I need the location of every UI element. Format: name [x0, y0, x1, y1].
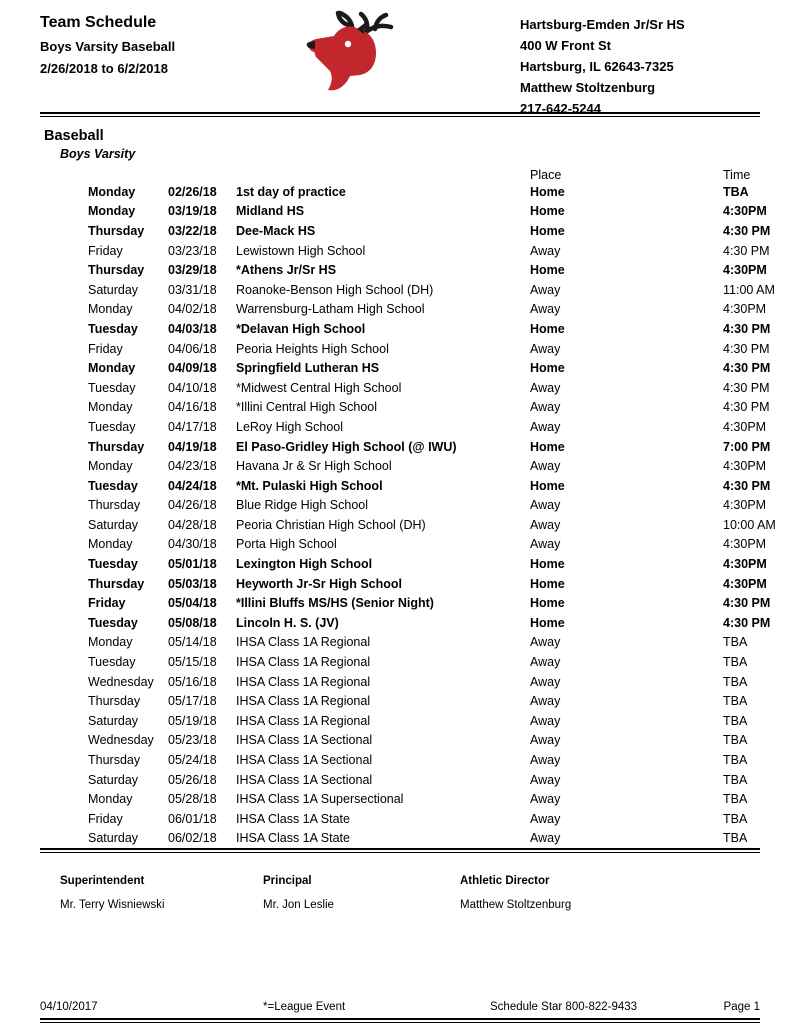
cell-opponent: Peoria Christian High School (DH) [236, 517, 426, 532]
schedule-row [88, 613, 771, 633]
cell-opponent: *Athens Jr/Sr HS [236, 263, 337, 278]
schedule-row [88, 652, 760, 672]
header-left [40, 14, 320, 83]
cell-day: Thursday [88, 576, 145, 591]
cell-day: Wednesday [88, 674, 154, 689]
cell-opponent: Roanoke-Benson High School (DH) [236, 282, 434, 297]
cell-opponent: IHSA Class 1A State [236, 811, 350, 826]
cell-time: 11:00 AM [723, 282, 775, 297]
cell-date: 04/17/18 [168, 419, 217, 434]
cell-opponent: IHSA Class 1A Sectional [236, 753, 373, 768]
cell-time: TBA [723, 635, 748, 650]
cell-day: Monday [88, 204, 136, 219]
sport-heading: Baseball [44, 128, 104, 144]
schedule-row [88, 280, 775, 300]
cell-time: TBA [723, 655, 748, 670]
cell-day: Monday [88, 792, 133, 807]
cell-date: 04/16/18 [168, 400, 217, 415]
cell-place: Home [530, 615, 565, 630]
cell-day: Saturday [88, 772, 139, 787]
cell-day: Tuesday [88, 380, 136, 395]
cell-time: 7:00 PM [723, 439, 771, 454]
cell-place: Away [530, 655, 561, 670]
cell-time: 4:30 PM [723, 361, 771, 376]
cell-opponent: Havana Jr & Sr High School [236, 459, 392, 474]
cell-time: 4:30PM [723, 537, 767, 552]
cell-time: TBA [723, 753, 748, 768]
cell-date: 06/01/18 [168, 811, 217, 826]
cell-day: Saturday [88, 713, 139, 728]
cell-opponent: Dee-Mack HS [236, 223, 316, 238]
cell-day: Tuesday [88, 419, 136, 434]
cell-date: 05/16/18 [168, 674, 217, 689]
cell-time: 4:30PM [723, 498, 767, 513]
table-bottom-divider [40, 848, 760, 853]
cell-day: Thursday [88, 498, 141, 513]
role-name: Mr. Jon Leslie [263, 899, 334, 912]
cell-time: 4:30PM [723, 263, 767, 278]
role-athletic-director [460, 875, 760, 911]
cell-time: 4:30 PM [723, 400, 770, 415]
cell-place: Away [530, 831, 561, 846]
footer-info [40, 1001, 760, 1013]
schedule-row [88, 496, 767, 516]
cell-day: Thursday [88, 223, 145, 238]
role-title: Athletic Director [460, 875, 550, 888]
cell-time: 4:30 PM [723, 596, 771, 611]
cell-day: Saturday [88, 517, 139, 532]
schedule-row [88, 750, 760, 770]
cell-opponent: 1st day of practice [236, 184, 346, 199]
page-header [0, 0, 800, 116]
cell-time: 4:30PM [723, 204, 767, 219]
cell-opponent: IHSA Class 1A Regional [236, 694, 371, 709]
school-name: Hartsburg-Emden Jr/Sr HS [520, 17, 685, 32]
role-title: Principal [263, 875, 312, 888]
cell-day: Monday [88, 302, 133, 317]
cell-day: Tuesday [88, 557, 138, 572]
schedule-row [88, 731, 760, 751]
cell-opponent: Peoria Heights High School [236, 341, 389, 356]
cell-place: Home [530, 321, 565, 336]
cell-opponent: Blue Ridge High School [236, 498, 369, 513]
level-heading: Boys Varsity [60, 147, 136, 161]
schedule-rows [88, 182, 776, 848]
cell-time: 4:30PM [723, 557, 767, 572]
col-header-time: Time [723, 168, 751, 182]
cell-date: 04/06/18 [168, 341, 217, 356]
cell-day: Tuesday [88, 655, 136, 670]
cell-date: 04/10/18 [168, 380, 217, 395]
cell-opponent: IHSA Class 1A Sectional [236, 733, 373, 748]
team-subtitle: Boys Varsity Baseball [40, 39, 176, 54]
cell-place: Home [530, 223, 565, 238]
stag-mascot-icon [300, 8, 400, 98]
schedule-row [88, 593, 771, 613]
cell-opponent: IHSA Class 1A State [236, 831, 350, 846]
schedule-row [88, 770, 760, 790]
schedule-row [88, 672, 760, 692]
cell-time: TBA [723, 184, 749, 199]
cell-place: Home [530, 361, 565, 376]
schedule-row [88, 535, 767, 555]
cell-opponent: Porta High School [236, 537, 337, 552]
cell-date: 04/28/18 [168, 517, 217, 532]
schedule-row [88, 182, 760, 202]
cell-place: Home [530, 439, 565, 454]
page-title: Team Schedule [40, 14, 157, 31]
role-title: Superintendent [60, 875, 145, 888]
role-superintendent [60, 875, 263, 911]
cell-opponent: Lincoln H. S. (JV) [236, 615, 339, 630]
schedule-row [88, 809, 760, 829]
cell-place: Home [530, 576, 565, 591]
school-phone: 217-642-5244 [520, 101, 601, 116]
schedule-row [88, 789, 760, 809]
cell-day: Thursday [88, 263, 145, 278]
cell-place: Away [530, 753, 561, 768]
date-range: 2/26/2018 to 6/2/2018 [40, 61, 168, 76]
cell-place: Away [530, 792, 561, 807]
cell-opponent: IHSA Class 1A Sectional [236, 772, 373, 787]
role-name: Matthew Stoltzenburg [460, 899, 572, 912]
cell-date: 05/14/18 [168, 635, 217, 650]
cell-place: Away [530, 498, 561, 513]
role-name: Mr. Terry Wisniewski [60, 899, 165, 912]
cell-day: Monday [88, 400, 133, 415]
cell-day: Friday [88, 596, 126, 611]
cell-day: Saturday [88, 282, 139, 297]
schedule-row [88, 554, 767, 574]
cell-date: 05/15/18 [168, 655, 217, 670]
cell-day: Tuesday [88, 478, 138, 493]
cell-time: 4:30PM [723, 302, 767, 317]
cell-time: 4:30 PM [723, 223, 771, 238]
schedule-row [88, 574, 767, 594]
school-address-line2: Hartsburg, IL 62643-7325 [520, 59, 674, 74]
cell-time: TBA [723, 831, 748, 846]
cell-place: Away [530, 419, 561, 434]
cell-date: 03/31/18 [168, 282, 217, 297]
cell-time: TBA [723, 694, 748, 709]
cell-place: Away [530, 243, 561, 258]
schedule-table [88, 167, 776, 848]
cell-time: 4:30 PM [723, 321, 771, 336]
cell-day: Monday [88, 361, 136, 376]
cell-time: 4:30 PM [723, 243, 770, 258]
column-header-row [88, 167, 760, 182]
schedule-row [88, 691, 760, 711]
cell-date: 03/23/18 [168, 243, 217, 258]
cell-time: 10:00 AM [723, 517, 776, 532]
cell-opponent: IHSA Class 1A Regional [236, 674, 371, 689]
cell-day: Tuesday [88, 321, 138, 336]
cell-date: 05/24/18 [168, 753, 217, 768]
printed-date: 04/10/2017 [40, 1001, 98, 1013]
cell-time: 4:30 PM [723, 478, 771, 493]
cell-time: TBA [723, 674, 748, 689]
cell-place: Away [530, 733, 561, 748]
cell-place: Away [530, 674, 561, 689]
schedule-row [88, 476, 771, 496]
cell-date: 04/09/18 [168, 361, 217, 376]
cell-place: Away [530, 459, 561, 474]
cell-time: 4:30 PM [723, 615, 771, 630]
schedule-row [88, 260, 767, 280]
cell-opponent: IHSA Class 1A Regional [236, 655, 371, 670]
cell-time: TBA [723, 733, 748, 748]
cell-time: 4:30PM [723, 576, 767, 591]
cell-place: Home [530, 596, 565, 611]
cell-opponent: IHSA Class 1A Regional [236, 635, 371, 650]
schedule-row [88, 398, 770, 418]
staff-roles [60, 875, 760, 911]
schedule-row [88, 378, 770, 398]
schedule-row [88, 829, 760, 849]
cell-opponent: *Mt. Pulaski High School [236, 478, 383, 493]
cell-date: 02/26/18 [168, 184, 217, 199]
cell-date: 05/28/18 [168, 792, 217, 807]
cell-day: Monday [88, 537, 133, 552]
cell-place: Home [530, 204, 565, 219]
cell-day: Friday [88, 243, 123, 258]
cell-date: 05/04/18 [168, 596, 217, 611]
schedule-row [88, 241, 770, 261]
cell-place: Away [530, 302, 561, 317]
cell-day: Tuesday [88, 615, 138, 630]
cell-date: 05/26/18 [168, 772, 217, 787]
cell-place: Away [530, 537, 561, 552]
cell-date: 05/03/18 [168, 576, 217, 591]
cell-place: Away [530, 517, 561, 532]
schedule-row [88, 319, 771, 339]
page-number: Page 1 [723, 1001, 760, 1013]
cell-opponent: Heyworth Jr-Sr High School [236, 576, 402, 591]
schedule-row [88, 202, 767, 222]
cell-opponent: LeRoy High School [236, 419, 344, 434]
cell-day: Monday [88, 635, 133, 650]
cell-place: Home [530, 557, 565, 572]
cell-place: Home [530, 184, 565, 199]
schedule-row [88, 437, 771, 457]
cell-time: 4:30PM [723, 419, 767, 434]
schedule-row [88, 358, 771, 378]
cell-date: 04/24/18 [168, 478, 217, 493]
cell-date: 05/19/18 [168, 713, 217, 728]
cell-opponent: *Illini Bluffs MS/HS (Senior Night) [236, 596, 434, 611]
cell-date: 04/19/18 [168, 439, 217, 454]
school-address-line1: 400 W Front St [520, 38, 612, 53]
cell-opponent: El Paso-Gridley High School (@ IWU) [236, 439, 457, 454]
cell-time: 4:30PM [723, 459, 767, 474]
cell-opponent: Warrensburg-Latham High School [236, 302, 425, 317]
cell-date: 04/02/18 [168, 302, 217, 317]
schedule-row [88, 515, 776, 535]
cell-opponent: Lewistown High School [236, 243, 366, 258]
cell-place: Away [530, 811, 561, 826]
schedule-row [88, 417, 767, 437]
league-legend: *=League Event [263, 1001, 346, 1013]
cell-day: Saturday [88, 831, 139, 846]
role-principal [263, 875, 460, 911]
cell-time: 4:30 PM [723, 380, 770, 395]
cell-opponent: Lexington High School [236, 557, 373, 572]
schedule-row [88, 300, 767, 320]
cell-day: Monday [88, 184, 136, 199]
cell-date: 03/29/18 [168, 263, 217, 278]
cell-place: Away [530, 341, 561, 356]
schedule-row [88, 633, 760, 653]
cell-date: 05/23/18 [168, 733, 217, 748]
cell-date: 03/19/18 [168, 204, 217, 219]
schedule-row [88, 711, 760, 731]
cell-opponent: IHSA Class 1A Supersectional [236, 792, 404, 807]
cell-date: 05/17/18 [168, 694, 217, 709]
cell-time: TBA [723, 811, 748, 826]
cell-date: 04/30/18 [168, 537, 217, 552]
cell-day: Thursday [88, 439, 145, 454]
cell-date: 05/08/18 [168, 615, 217, 630]
cell-day: Monday [88, 459, 133, 474]
cell-day: Thursday [88, 694, 141, 709]
schedule-row [88, 221, 771, 241]
cell-day: Thursday [88, 753, 141, 768]
cell-time: 4:30 PM [723, 341, 770, 356]
school-contact: Matthew Stoltzenburg [520, 80, 656, 95]
cell-place: Away [530, 635, 561, 650]
cell-day: Wednesday [88, 733, 154, 748]
cell-place: Away [530, 713, 561, 728]
page-bottom-divider [40, 1018, 760, 1023]
cell-time: TBA [723, 772, 748, 787]
cell-date: 06/02/18 [168, 831, 217, 846]
cell-place: Away [530, 772, 561, 787]
cell-date: 04/23/18 [168, 459, 217, 474]
schedule-row [88, 339, 770, 359]
cell-opponent: *Delavan High School [236, 321, 366, 336]
cell-date: 04/26/18 [168, 498, 217, 513]
cell-day: Friday [88, 341, 123, 356]
col-header-place: Place [530, 168, 562, 182]
vendor-info: Schedule Star 800-822-9433 [490, 1001, 638, 1013]
cell-time: TBA [723, 713, 748, 728]
cell-date: 03/22/18 [168, 223, 217, 238]
cell-place: Home [530, 478, 565, 493]
cell-place: Away [530, 694, 561, 709]
school-info [520, 14, 760, 119]
cell-date: 05/01/18 [168, 557, 217, 572]
cell-opponent: Springfield Lutheran HS [236, 361, 380, 376]
cell-opponent: *Midwest Central High School [236, 380, 402, 395]
cell-opponent: IHSA Class 1A Regional [236, 713, 371, 728]
cell-place: Away [530, 400, 561, 415]
cell-opponent: Midland HS [236, 204, 305, 219]
cell-day: Friday [88, 811, 123, 826]
cell-opponent: *Illini Central High School [236, 400, 378, 415]
cell-time: TBA [723, 792, 748, 807]
cell-place: Away [530, 282, 561, 297]
schedule-row [88, 456, 767, 476]
cell-place: Away [530, 380, 561, 395]
cell-place: Home [530, 263, 565, 278]
cell-date: 04/03/18 [168, 321, 217, 336]
